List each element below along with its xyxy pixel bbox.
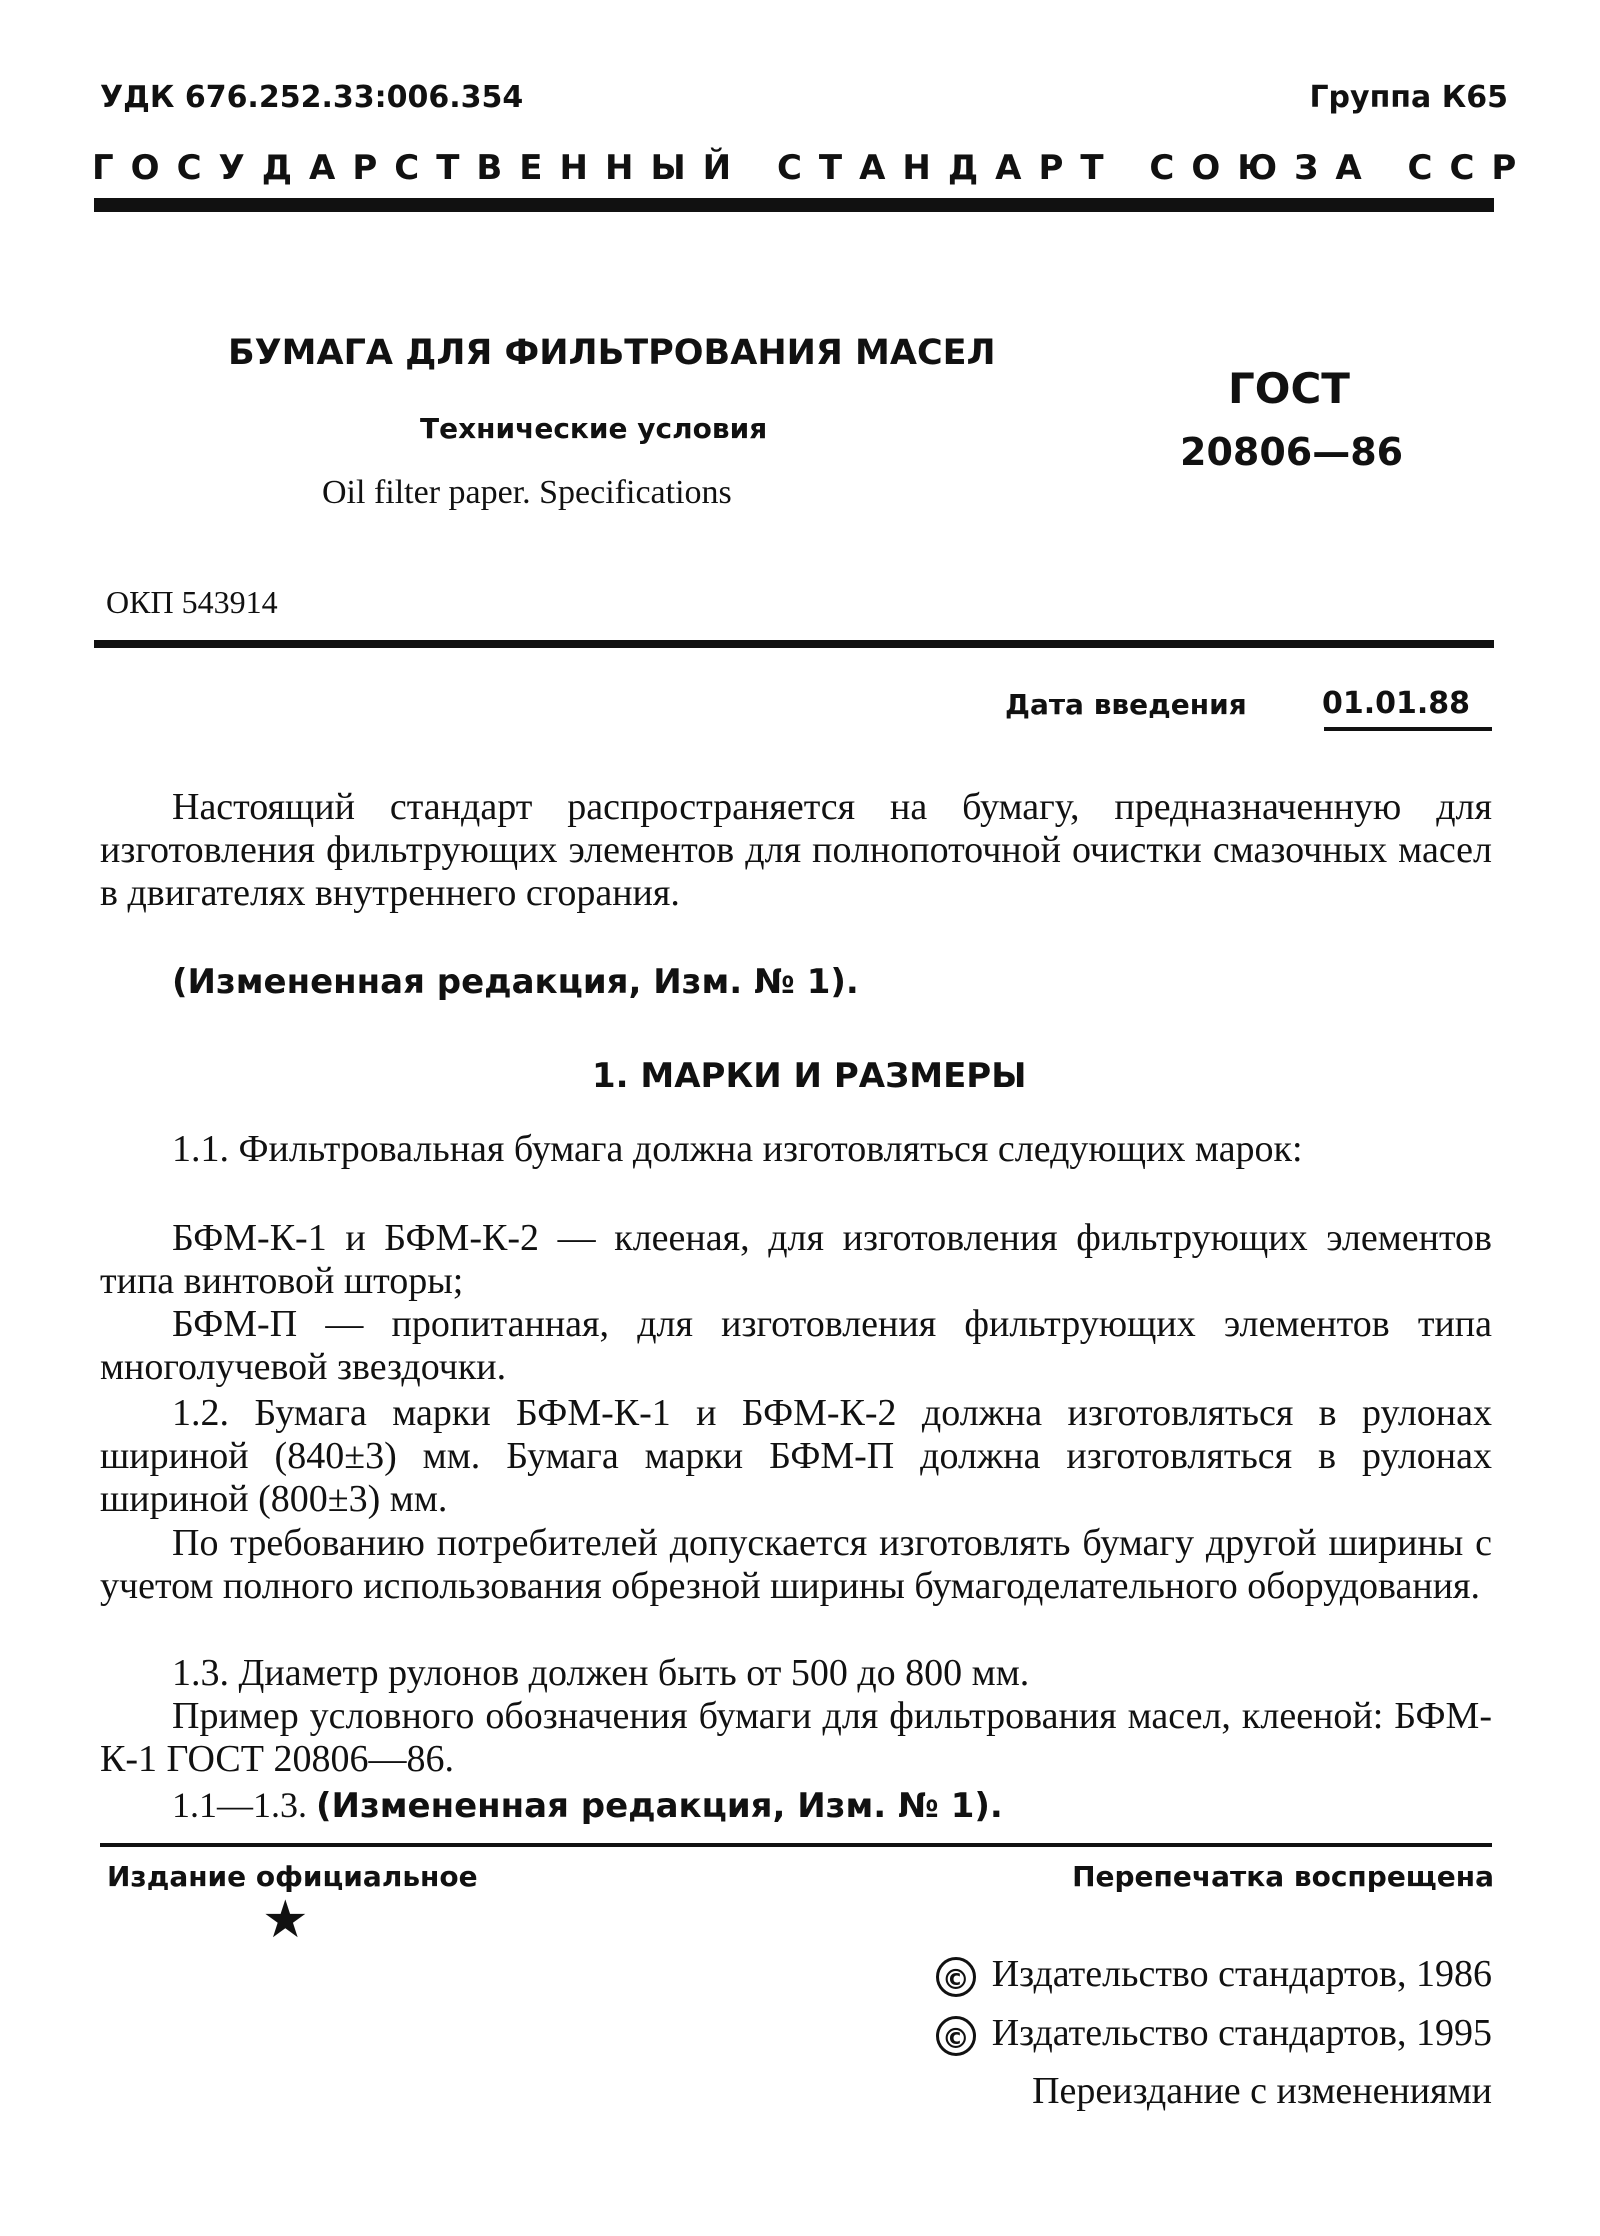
amendment-text: (Измененная редакция, Изм. № 1). (316, 1786, 1003, 1826)
official-edition-label: Издание официальное (107, 1860, 478, 1893)
top-divider (94, 198, 1494, 212)
gost-number: 20806—86 (1180, 430, 1404, 474)
section-1-amendment-note (172, 1784, 1003, 1826)
document-subtitle: Технические условия (420, 412, 768, 445)
clause-1-3: 1.3. Диаметр рулонов должен быть от 500 до 800 мм. (172, 1652, 1030, 1694)
copyright-line-1995 (936, 2011, 1492, 2056)
intro-paragraph: Настоящий стандарт распространяется на бумагу, предназначенную для изготовления фильтрующих элементов для полнопоточной очистки смазочных масел в двигателях внутреннего сгорания. (100, 786, 1492, 914)
effective-date-underline (1324, 727, 1492, 731)
copyright-icon: © (936, 1957, 976, 1997)
reprint-prohibited-label: Перепечатка воспрещена (1072, 1860, 1494, 1893)
copyright-text-1986: Издательство стандартов, 1986 (991, 1953, 1492, 1995)
effective-date-label: Дата введения (1005, 688, 1247, 721)
clause-1-1: 1.1. Фильтровальная бумага должна изготовляться следующих марок: (172, 1128, 1303, 1170)
group-code: Группа К65 (1309, 80, 1508, 115)
intro-amendment-note: (Измененная редакция, Изм. № 1). (172, 962, 859, 1002)
copyright-line-1986 (936, 1952, 1492, 1997)
footer-divider (100, 1843, 1492, 1847)
reissue-note: Переиздание с изменениями (1032, 2070, 1492, 2112)
clause-1-2-consumer-note: По требованию потребителей допускается изготовлять бумагу другой ширины с учетом полного использования обрезной ширины бумагоделательного оборудования. (100, 1522, 1492, 1607)
udk-code: УДК 676.252.33:006.354 (100, 80, 524, 115)
middle-divider (94, 640, 1494, 648)
effective-date-value: 01.01.88 (1322, 686, 1471, 721)
document-title-english: Oil filter paper. Specifications (322, 474, 732, 511)
clause-1-1-grade-p: БФМ-П — пропитанная, для изготовления фильтрующих элементов типа многолучевой звездочки. (100, 1303, 1492, 1388)
document-title: БУМАГА ДЛЯ ФИЛЬТРОВАНИЯ МАСЕЛ (228, 333, 996, 373)
amendment-clause-range: 1.1—1.3. (172, 1785, 307, 1825)
okp-code: ОКП 543914 (106, 584, 278, 620)
copyright-icon: © (936, 2016, 976, 2056)
clause-1-3-example: Пример условного обозначения бумаги для фильтрования масел, клееной: БФМ-К-1 ГОСТ 20806—86. (100, 1695, 1492, 1780)
star-icon: ★ (262, 1890, 309, 1950)
section-1-heading: 1. МАРКИ И РАЗМЕРЫ (592, 1056, 1027, 1096)
clause-1-2: 1.2. Бумага марки БФМ-К-1 и БФМ-К-2 должна изготовляться в рулонах шириной (840±3) мм. Бумага марки БФМ-П должна изготовляться в рулонах шириной (800±3) мм. (100, 1392, 1492, 1520)
clause-1-1-grade-k: БФМ-К-1 и БФМ-К-2 — клееная, для изготовления фильтрующих элементов типа винтовой шторы; (100, 1217, 1492, 1302)
copyright-text-1995: Издательство стандартов, 1995 (991, 2012, 1492, 2054)
state-standard-banner: ГОСУДАРСТВЕННЫЙ СТАНДАРТ СОЮЗА ССР (92, 148, 1534, 188)
gost-label: ГОСТ (1228, 364, 1350, 413)
